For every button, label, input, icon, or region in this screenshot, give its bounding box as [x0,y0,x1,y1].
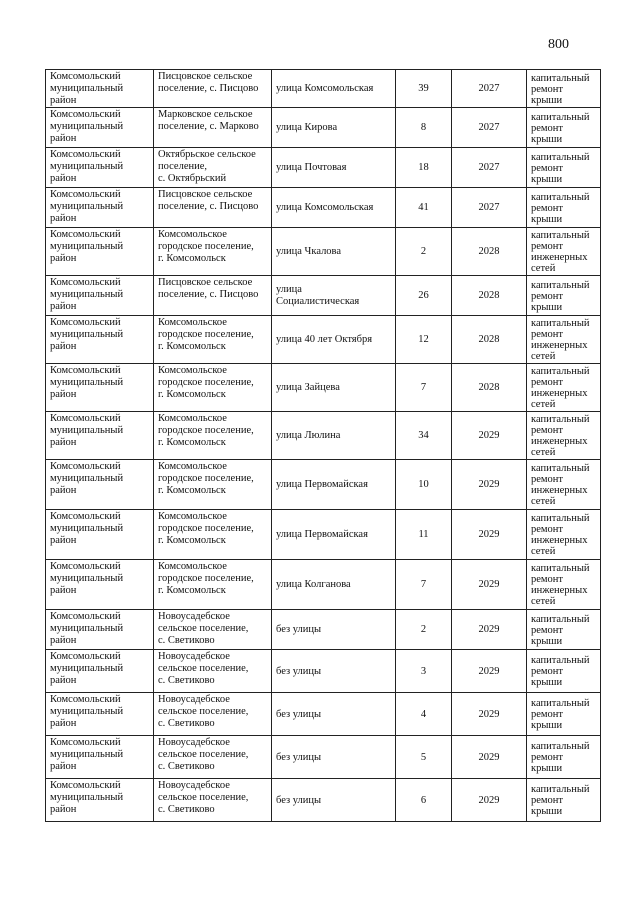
cell-house [396,736,452,779]
work-text: капитальный ремонт крыши [531,655,590,688]
district-text: Комсомольский муниципальный район [50,189,124,224]
street-text: без улицы [276,751,322,763]
table-row [46,510,601,560]
cell-house [396,316,452,364]
page-number: 800 [548,37,569,52]
cell-district [46,560,154,610]
cell-work [527,650,601,693]
cell-year [452,650,527,693]
cell-district [46,228,154,276]
cell-district [46,148,154,188]
work-text: капитальный ремонт инженерных сетей [531,318,590,362]
settlement-text: Новоусадебское сельское поселение, с. Светиково [158,694,249,729]
street-text: улица Люлина [276,430,341,441]
house-text: 2 [420,624,427,635]
district-text: Комсомольский муниципальный район [50,461,124,496]
district-text: Комсомольский муниципальный район [50,149,124,184]
cell-work [527,108,601,148]
cell-year [452,276,527,316]
cell-street [272,779,396,822]
table-row [46,460,601,510]
table-row [46,364,601,412]
street-text: улица Комсомольская [276,202,374,213]
house-text: 7 [420,382,427,393]
cell-district [46,188,154,228]
district-text: Комсомольский муниципальный район [50,413,124,448]
house-text: 2 [420,246,427,257]
street-text: улица 40 лет Октября [276,334,373,345]
cell-settlement [154,460,272,510]
work-text: капитальный ремонт крыши [531,279,590,313]
year-text: 2029 [478,624,500,635]
cell-house [396,228,452,276]
street-text: без улицы [276,708,322,720]
district-text: Комсомольский муниципальный район [50,737,124,772]
settlement-text: Писцовское сельское поселение, с. Писцово [158,189,259,212]
year-text: 2029 [478,708,500,720]
settlement-text: Октябрьское сельское поселение, с. Октябрьский [158,149,256,184]
cell-street [272,610,396,650]
table-row [46,148,601,188]
cell-house [396,460,452,510]
settlement-text: Писцовское сельское поселение, с. Писцово [158,71,259,94]
settlement-text: Комсомольское городское поселение, г. Комсомольск [158,561,254,596]
cell-year [452,779,527,822]
house-text: 26 [418,290,429,301]
year-text: 2027 [478,122,500,133]
house-text: 6 [420,794,427,806]
house-text: 8 [420,122,427,133]
settlement-text: Новоусадебское сельское поселение, с. Светиково [158,651,249,686]
cell-street [272,693,396,736]
street-text: улица Социалистическая [276,284,360,307]
street-text: улица Первомайская [276,479,368,490]
cell-house [396,560,452,610]
work-text: капитальный ремонт крыши [531,741,590,774]
cell-work [527,70,601,108]
cell-work [527,316,601,364]
cell-settlement [154,650,272,693]
house-text: 5 [420,751,427,763]
work-text: капитальный ремонт инженерных сетей [531,414,590,458]
house-text: 12 [418,334,429,345]
year-text: 2028 [478,382,500,393]
cell-house [396,70,452,108]
work-text: капитальный ремонт крыши [531,72,590,106]
cell-year [452,610,527,650]
repair-schedule-table [45,69,601,822]
year-text: 2029 [478,579,500,590]
cell-street [272,276,396,316]
cell-settlement [154,693,272,736]
district-text: Комсомольский муниципальный район [50,780,124,815]
year-text: 2027 [478,83,500,94]
year-text: 2028 [478,290,500,301]
cell-district [46,779,154,822]
cell-work [527,779,601,822]
cell-settlement [154,610,272,650]
settlement-text: Комсомольское городское поселение, г. Комсомольск [158,317,254,352]
cell-year [452,316,527,364]
cell-street [272,650,396,693]
work-text: капитальный ремонт инженерных сетей [531,463,590,507]
year-text: 2027 [478,202,500,213]
cell-year [452,188,527,228]
cell-district [46,70,154,108]
cell-street [272,148,396,188]
cell-house [396,693,452,736]
table-row [46,70,601,108]
cell-district [46,650,154,693]
table-row [46,188,601,228]
cell-year [452,510,527,560]
house-text: 11 [418,529,429,540]
settlement-text: Комсомольское городское поселение, г. Комсомольск [158,511,254,546]
year-text: 2029 [478,751,500,763]
cell-district [46,316,154,364]
year-text: 2029 [478,794,500,806]
street-text: улица Чкалова [276,246,342,257]
house-text: 10 [418,479,429,490]
year-text: 2029 [478,430,500,441]
settlement-text: Комсомольское городское поселение, г. Комсомольск [158,229,254,264]
cell-work [527,693,601,736]
work-text: капитальный ремонт инженерных сетей [531,366,590,410]
cell-district [46,276,154,316]
year-text: 2028 [478,334,500,345]
year-text: 2029 [478,665,500,677]
cell-work [527,364,601,412]
cell-street [272,510,396,560]
cell-house [396,610,452,650]
cell-work [527,412,601,460]
table-row [46,108,601,148]
cell-district [46,364,154,412]
house-text: 7 [420,579,427,590]
cell-work [527,560,601,610]
district-text: Комсомольский муниципальный район [50,109,124,144]
cell-district [46,460,154,510]
table-row [46,736,601,779]
cell-work [527,148,601,188]
cell-district [46,412,154,460]
district-text: Комсомольский муниципальный район [50,651,124,686]
table-body [46,70,601,822]
cell-street [272,736,396,779]
cell-year [452,460,527,510]
street-text: улица Комсомольская [276,83,374,94]
district-text: Комсомольский муниципальный район [50,229,124,264]
house-text: 4 [420,708,427,720]
cell-house [396,650,452,693]
cell-year [452,148,527,188]
table-row [46,693,601,736]
cell-district [46,693,154,736]
cell-work [527,228,601,276]
table-row [46,276,601,316]
cell-street [272,70,396,108]
cell-work [527,510,601,560]
cell-work [527,610,601,650]
cell-street [272,460,396,510]
cell-house [396,364,452,412]
house-text: 41 [418,202,429,213]
cell-settlement [154,148,272,188]
cell-street [272,316,396,364]
street-text: улица Кирова [276,122,338,133]
cell-settlement [154,510,272,560]
district-text: Комсомольский муниципальный район [50,561,124,596]
cell-house [396,148,452,188]
street-text: без улицы [276,794,322,806]
cell-house [396,779,452,822]
cell-work [527,276,601,316]
street-text: без улицы [276,665,322,677]
work-text: капитальный ремонт крыши [531,698,590,731]
cell-settlement [154,412,272,460]
settlement-text: Новоусадебское сельское поселение, с. Светиково [158,780,249,815]
cell-settlement [154,70,272,108]
table-row [46,610,601,650]
cell-street [272,364,396,412]
settlement-text: Комсомольское городское поселение, г. Комсомольск [158,461,254,496]
cell-settlement [154,736,272,779]
year-text: 2028 [478,246,500,257]
cell-settlement [154,108,272,148]
cell-street [272,412,396,460]
cell-work [527,736,601,779]
cell-work [527,188,601,228]
cell-year [452,693,527,736]
cell-year [452,412,527,460]
cell-house [396,188,452,228]
cell-house [396,412,452,460]
district-text: Комсомольский муниципальный район [50,317,124,352]
house-text: 18 [418,162,429,173]
street-text: улица Зайцева [276,382,340,393]
cell-street [272,560,396,610]
cell-year [452,560,527,610]
table-row [46,316,601,364]
cell-year [452,736,527,779]
work-text: капитальный ремонт крыши [531,784,590,817]
settlement-text: Комсомольское городское поселение, г. Комсомольск [158,413,254,448]
settlement-text: Комсомольское городское поселение, г. Комсомольск [158,365,254,400]
cell-district [46,736,154,779]
year-text: 2029 [478,479,500,490]
cell-settlement [154,316,272,364]
cell-settlement [154,560,272,610]
table-row [46,779,601,822]
table-row [46,228,601,276]
settlement-text: Новоусадебское сельское поселение, с. Светиково [158,611,249,646]
district-text: Комсомольский муниципальный район [50,71,124,106]
work-text: капитальный ремонт крыши [531,111,590,145]
cell-district [46,108,154,148]
work-text: капитальный ремонт инженерных сетей [531,563,590,607]
district-text: Комсомольский муниципальный район [50,277,124,312]
district-text: Комсомольский муниципальный район [50,365,124,400]
house-text: 34 [418,430,429,441]
table-row [46,560,601,610]
cell-settlement [154,276,272,316]
cell-street [272,108,396,148]
settlement-text: Писцовское сельское поселение, с. Писцово [158,277,259,300]
cell-street [272,188,396,228]
cell-settlement [154,228,272,276]
cell-work [527,460,601,510]
district-text: Комсомольский муниципальный район [50,611,124,646]
cell-street [272,228,396,276]
cell-settlement [154,364,272,412]
street-text: без улицы [276,624,322,635]
cell-settlement [154,779,272,822]
cell-district [46,510,154,560]
work-text: капитальный ремонт инженерных сетей [531,230,590,274]
cell-year [452,228,527,276]
cell-year [452,70,527,108]
house-text: 39 [418,83,429,94]
work-text: капитальный ремонт крыши [531,191,590,225]
year-text: 2027 [478,162,500,173]
cell-year [452,108,527,148]
year-text: 2029 [478,529,500,540]
cell-settlement [154,188,272,228]
table-row [46,650,601,693]
street-text: улица Колганова [276,579,351,590]
cell-house [396,276,452,316]
table-row [46,412,601,460]
cell-year [452,364,527,412]
work-text: капитальный ремонт крыши [531,613,590,647]
street-text: улица Первомайская [276,529,368,540]
settlement-text: Новоусадебское сельское поселение, с. Светиково [158,737,249,772]
district-text: Комсомольский муниципальный район [50,511,124,546]
work-text: капитальный ремонт инженерных сетей [531,513,590,557]
street-text: улица Почтовая [276,162,347,173]
work-text: капитальный ремонт крыши [531,151,590,185]
district-text: Комсомольский муниципальный район [50,694,124,729]
settlement-text: Марковское сельское поселение, с. Марково [158,109,259,132]
cell-house [396,108,452,148]
cell-district [46,610,154,650]
cell-house [396,510,452,560]
house-text: 3 [420,665,427,677]
